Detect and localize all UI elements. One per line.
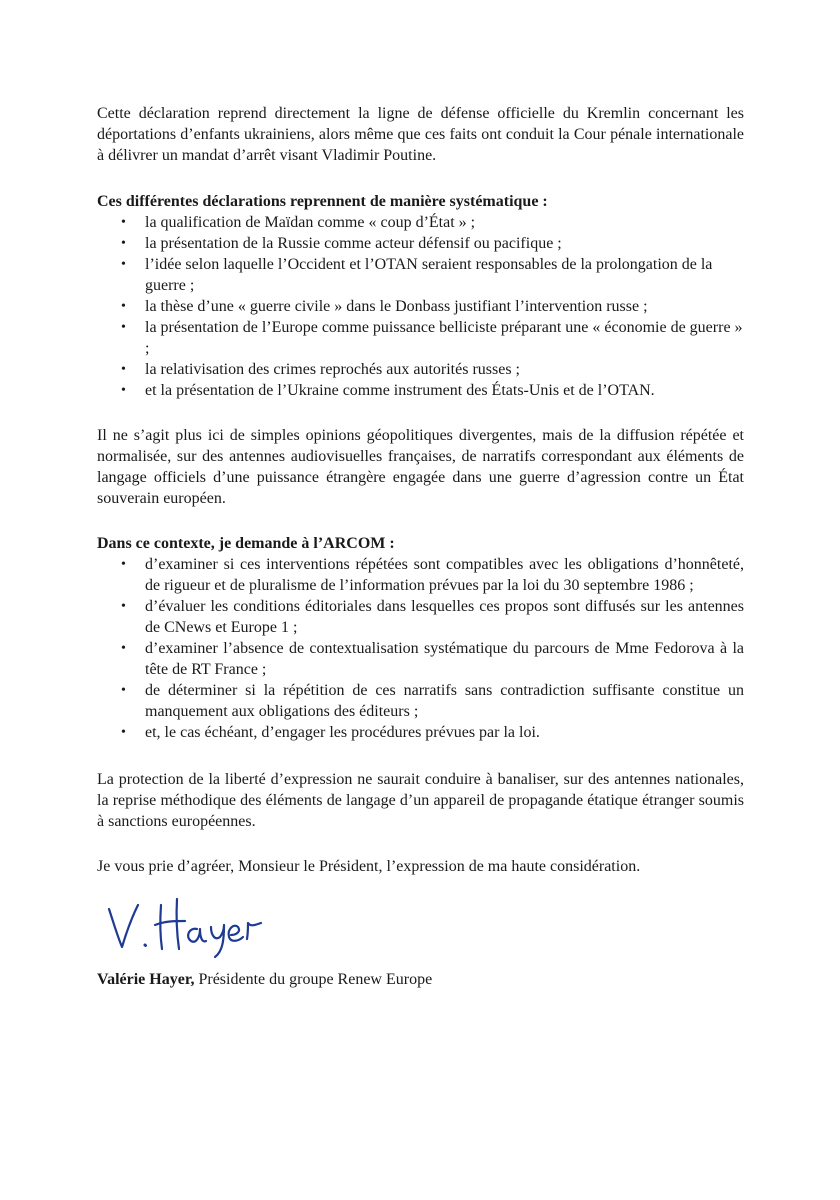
list-item: • de déterminer si la répétition de ces narratifs sans contradiction suffisante constitue un manquement aux obligations des éditeurs ;: [97, 680, 744, 722]
list-item: • la présentation de la Russie comme acteur défensif ou pacifique ;: [97, 233, 744, 254]
list-item: • l’idée selon laquelle l’Occident et l’OTAN seraient responsables de la prolongation de la guerre ;: [97, 254, 744, 296]
list-item: • la thèse d’une « guerre civile » dans le Donbass justifiant l’intervention russe ;: [97, 296, 744, 317]
analysis-paragraph: Il ne s’agit plus ici de simples opinions géopolitiques divergentes, mais de la diffusion répétée et normalisée, sur des antennes audiovisuelles françaises, de narratifs correspondant aux éléments de langage officiels d’une puissance étrangère engagée dans une guerre d’agression contre un État souverain européen.: [97, 427, 744, 507]
signatory-line: [97, 969, 744, 990]
closing-formula: Je vous prie d’agréer, Monsieur le Président, l’expression de ma haute considération.: [97, 858, 641, 875]
section1-list: [97, 212, 744, 401]
list-item: • la qualification de Maïdan comme « coup d’État » ;: [97, 212, 744, 233]
list-item: • d’examiner l’absence de contextualisation systématique du parcours de Mme Fedorova à la tête de RT France ;: [97, 638, 744, 680]
section1-heading: Ces différentes déclarations reprennent de manière systématique :: [97, 193, 548, 210]
list-item: • et, le cas échéant, d’engager les procédures prévues par la loi.: [97, 722, 744, 743]
list-item: • et la présentation de l’Ukraine comme instrument des États-Unis et de l’OTAN.: [97, 380, 744, 401]
list-item: • d’examiner si ces interventions répétées sont compatibles avec les obligations d’honnêteté, de rigueur et de pluralisme de l’information prévues par la loi du 30 septembre 1986 ;: [97, 554, 744, 596]
list-item: • la relativisation des crimes reprochés aux autorités russes ;: [97, 359, 744, 380]
intro-paragraph: Cette déclaration reprend directement la ligne de défense officielle du Kremlin concernant les déportations d’enfants ukrainiens, alors même que ces faits ont conduit la Cour pénale internationale à délivrer un mandat d’arrêt visant Vladimir Poutine.: [97, 105, 744, 164]
list-item: • la présentation de l’Europe comme puissance belliciste préparant une « économie de guerre » ;: [97, 317, 744, 359]
signatory-title: Présidente du groupe Renew Europe: [194, 971, 433, 988]
section2-heading: Dans ce contexte, je demande à l’ARCOM :: [97, 535, 395, 552]
letter-body: [97, 103, 744, 990]
list-item: • d’évaluer les conditions éditoriales dans lesquelles ces propos sont diffusés sur les antennes de CNews et Europe 1 ;: [97, 596, 744, 638]
conclusion-paragraph: La protection de la liberté d’expression ne saurait conduire à banaliser, sur des antennes nationales, la reprise méthodique des éléments de langage d’un appareil de propagande étatique étranger soumis à sanctions européennes.: [97, 771, 744, 830]
section2-list: [97, 554, 744, 743]
signatory-name: Valérie Hayer,: [97, 971, 195, 988]
handwritten-signature: [105, 891, 285, 961]
